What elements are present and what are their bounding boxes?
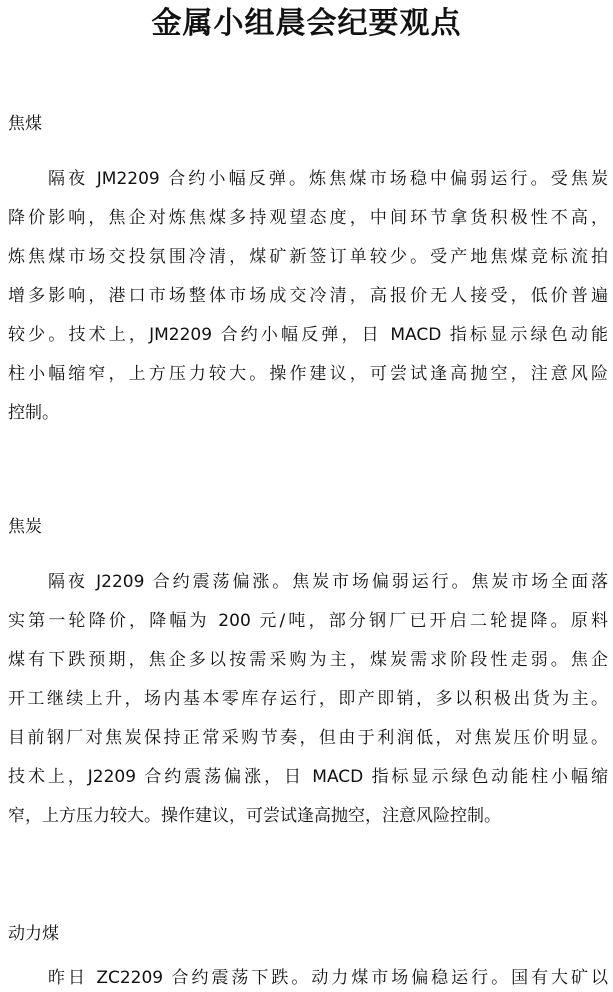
section-heading: 焦炭 <box>8 517 42 537</box>
section-coking-coal <box>8 113 608 433</box>
paragraph-line: 隔夜 J2209 合约震荡偏涨。焦炭市场偏弱运行。焦炭市场全面落 <box>48 572 608 592</box>
section-thermal-coal <box>8 923 608 992</box>
paragraph-line: 控制。 <box>8 403 59 423</box>
paragraph-line: 较少。技术上，JM2209 合约小幅反弹，日 MACD 指标显示绿色动能 <box>8 325 608 345</box>
paragraph-line: 煤有下跌预期，焦企多以按需采购为主，煤炭需求阶段性走弱。焦企 <box>8 650 608 670</box>
paragraph-line: 技术上，J2209 合约震荡偏涨，日 MACD 指标显示绿色动能柱小幅缩 <box>8 767 608 787</box>
paragraph-line: 降价影响，焦企对炼焦煤多持观望态度，中间环节拿货积极性不高， <box>8 208 608 228</box>
paragraph-line: 柱小幅缩窄，上方压力较大。操作建议，可尝试逢高抛空，注意风险 <box>8 364 608 384</box>
section-paragraph <box>8 160 608 433</box>
paragraph-line: 窄，上方压力较大。操作建议，可尝试逢高抛空，注意风险控制。 <box>8 806 501 826</box>
section-coke <box>8 516 608 836</box>
paragraph-line: 实第一轮降价，降幅为 200 元/吨，部分钢厂已开启二轮提降。原料 <box>8 611 608 631</box>
paragraph-line: 隔夜 JM2209 合约小幅反弹。炼焦煤市场稳中偏弱运行。受焦炭 <box>48 169 608 189</box>
section-heading: 焦煤 <box>8 114 42 134</box>
section-heading: 动力煤 <box>8 924 59 944</box>
section-paragraph <box>8 959 608 992</box>
section-paragraph <box>8 563 608 836</box>
paragraph-line: 增多影响，港口市场整体市场成交冷清，高报价无人接受，低价普遍 <box>8 286 608 306</box>
paragraph-line: 昨日 ZC2209 合约震荡下跌。动力煤市场偏稳运行。国有大矿以 <box>48 968 608 988</box>
paragraph-line: 开工继续上升，场内基本零库存运行，即产即销，多以积极出货为主。 <box>8 689 608 709</box>
paragraph-line: 炼焦煤市场交投氛围冷清，煤矿新签订单较少。受产地焦煤竞标流拍 <box>8 247 608 267</box>
document-title: 金属小组晨会纪要观点 <box>151 6 462 41</box>
paragraph-line: 目前钢厂对焦炭保持正常采购节奏，但由于利润低，对焦炭压价明显。 <box>8 728 608 748</box>
